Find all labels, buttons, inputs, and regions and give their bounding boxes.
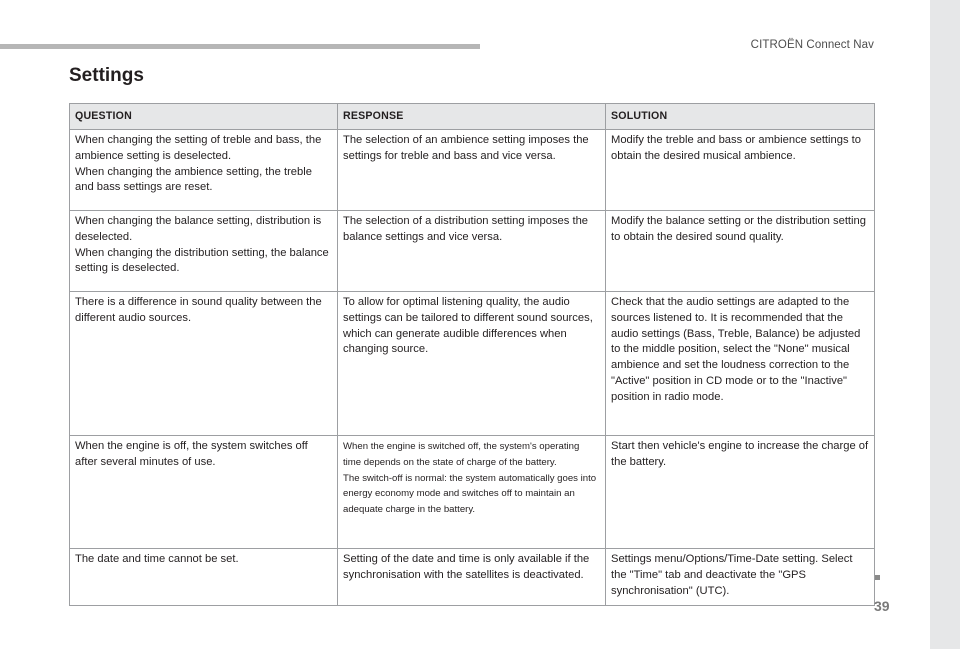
question-cell (70, 436, 338, 549)
response-text: When the engine is switched off, the system's operating time depends on the state of charge of the battery. The switch-off is normal: the system automatically goes into energy economy mode and switches off to maintain an adequate charge in the battery. (343, 441, 597, 516)
page-number: 39 (874, 598, 890, 614)
question-text: When the engine is off, the system switches off after several minutes of use. (75, 440, 308, 468)
question-text: When changing the balance setting, distribution is deselected. When changing the distribution setting, the balance setting is deselected. (75, 215, 329, 275)
response-text: The selection of an ambience setting imposes the settings for treble and bass and vice versa. (343, 134, 589, 162)
column-header-solution: SOLUTION (606, 104, 875, 130)
response-cell (338, 549, 606, 606)
solution-text: Start then vehicle's engine to increase the charge of the battery. (611, 440, 869, 468)
table-row (70, 130, 875, 211)
response-text: Setting of the date and time is only available if the synchronisation with the satellites is deactivated. (343, 553, 590, 581)
solution-cell (606, 549, 875, 606)
solution-text: Modify the balance setting or the distribution setting to obtain the desired sound quality. (611, 215, 866, 243)
header-rule (0, 44, 480, 49)
solution-text: Settings menu/Options/Time-Date setting. Select the "Time" tab and deactivate the "GPS synchronisation" (UTC). (611, 553, 853, 597)
table-row (70, 211, 875, 292)
continued-marker-icon (875, 575, 880, 580)
question-text: When changing the setting of treble and bass, the ambience setting is deselected. When changing the ambience setting, the treble and bass settings are reset. (75, 134, 322, 194)
solution-cell (606, 130, 875, 211)
table-row (70, 292, 875, 436)
header-brand: CITROËN Connect Nav (750, 39, 874, 51)
question-cell (70, 549, 338, 606)
question-text: The date and time cannot be set. (75, 553, 239, 565)
question-text: There is a difference in sound quality between the different audio sources. (75, 296, 322, 324)
page-edge-band (930, 0, 960, 649)
faq-table (69, 103, 875, 606)
response-cell (338, 211, 606, 292)
solution-text: Check that the audio settings are adapted to the sources listened to. It is recommended that the audio settings (Bass, Treble, Balance) be adjusted to the middle position, select the "None" musical ambience and set the loudness correction to the "Active" position in CD mode or to the "Inactive" position in radio mode. (611, 296, 861, 403)
solution-text: Modify the treble and bass or ambience settings to obtain the desired musical ambience. (611, 134, 861, 162)
question-cell (70, 292, 338, 436)
page-title: Settings (69, 65, 144, 86)
column-header-response: RESPONSE (338, 104, 606, 130)
response-cell (338, 292, 606, 436)
table-header-row (70, 104, 875, 130)
response-cell (338, 130, 606, 211)
table-row (70, 549, 875, 606)
solution-cell (606, 436, 875, 549)
response-text: To allow for optimal listening quality, the audio settings can be tailored to different sound sources, which can generate audible differences when changing source. (343, 296, 593, 356)
solution-cell (606, 292, 875, 436)
question-cell (70, 130, 338, 211)
response-text: The selection of a distribution setting imposes the balance settings and vice versa. (343, 215, 589, 243)
question-cell (70, 211, 338, 292)
table-row (70, 436, 875, 549)
solution-cell (606, 211, 875, 292)
response-cell (338, 436, 606, 549)
column-header-question: QUESTION (70, 104, 338, 130)
